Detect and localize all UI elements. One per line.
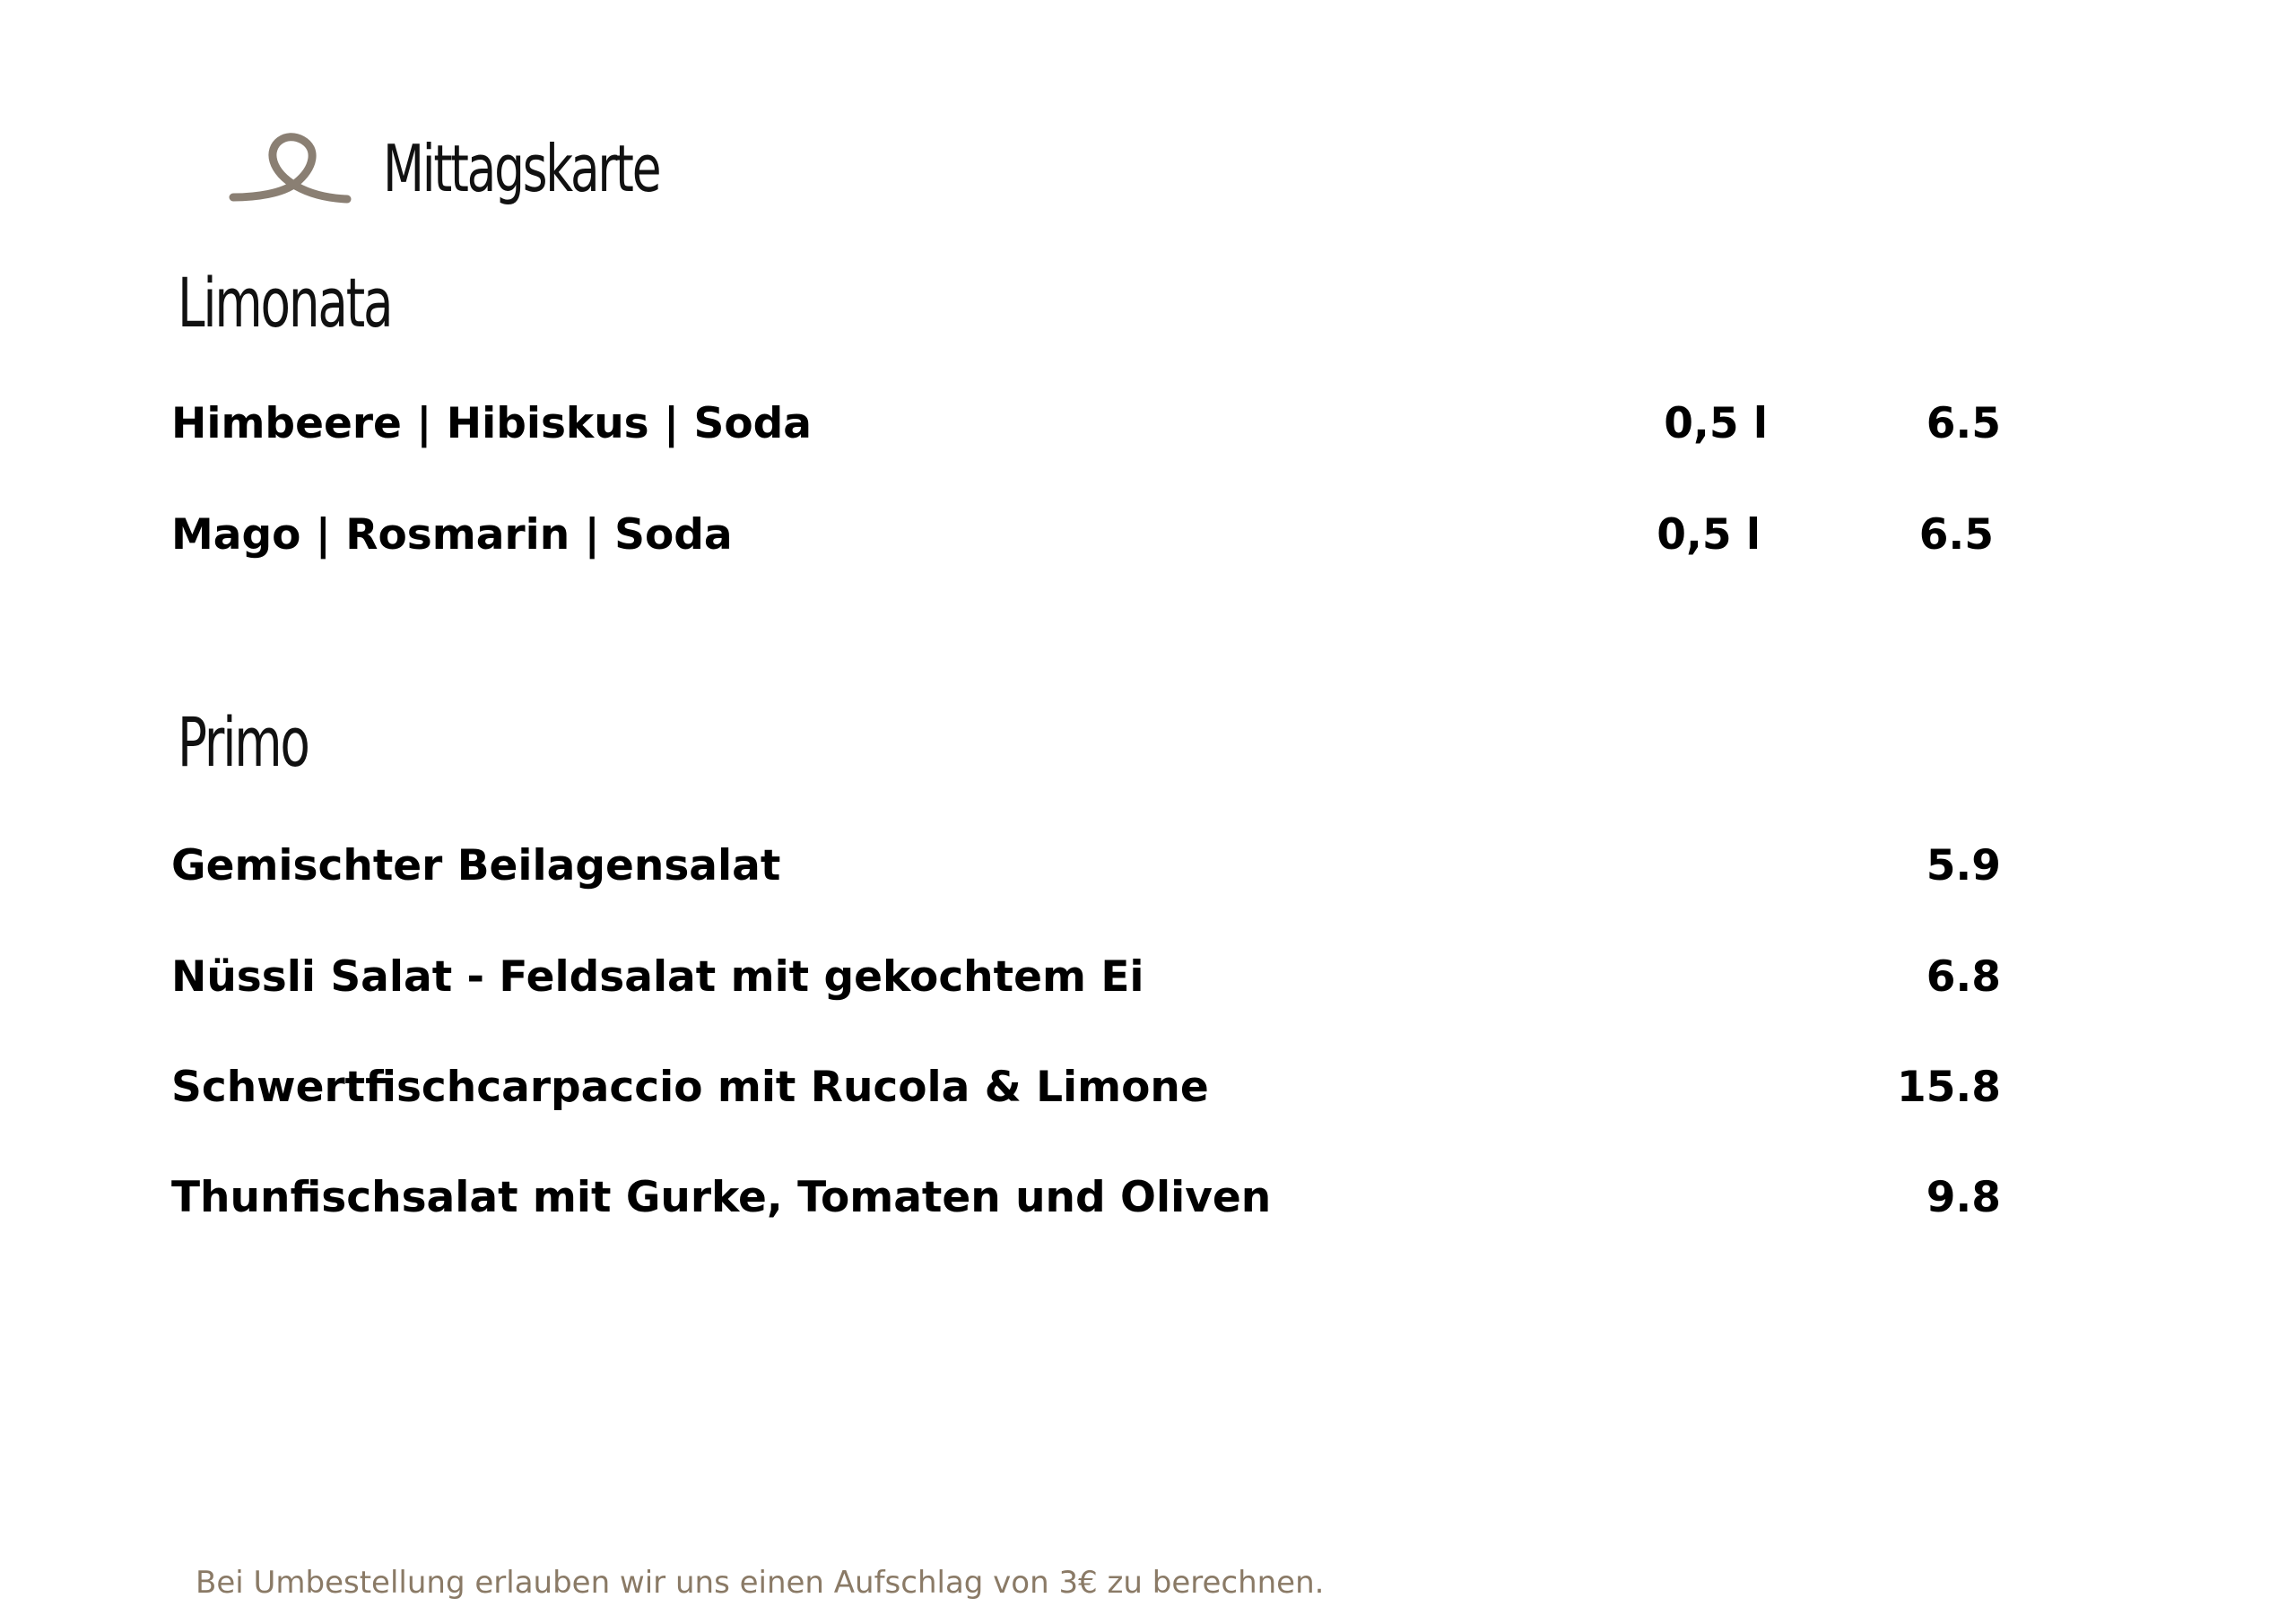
item-name: Nüssli Salat - Feldsalat mit gekochtem Ei	[171, 952, 1144, 1002]
menu-item	[171, 504, 2001, 567]
item-name: Mago | Rosmarin | Soda	[171, 510, 733, 560]
page-title: Mittagskarte	[383, 131, 660, 206]
item-price: 15.8	[1897, 1063, 2001, 1112]
section-title-primo: Primo	[178, 702, 309, 782]
ribbon-loop-logo-icon	[229, 124, 354, 213]
menu-item	[171, 1167, 2001, 1229]
item-size: 0,5 l	[1664, 399, 1768, 448]
menu-item	[171, 835, 2001, 898]
item-price: 5.9	[1926, 841, 2001, 890]
menu-item	[171, 1056, 2001, 1119]
item-price: 6.8	[1926, 952, 2001, 1002]
item-price: 9.8	[1926, 1173, 2001, 1222]
item-name: Schwertfischcarpaccio mit Rucola & Limone	[171, 1063, 1209, 1112]
footer-note: Bei Umbestellung erlauben wir uns einen Aufschlag von 3€ zu berechnen.	[196, 1565, 1325, 1601]
page-header	[229, 115, 757, 222]
item-name: Thunfischsalat mit Gurke, Tomaten und Oliven	[171, 1173, 1272, 1222]
section-title-limonata: Limonata	[178, 263, 392, 343]
menu-item	[171, 393, 2001, 456]
item-name: Gemischter Beilagensalat	[171, 841, 781, 890]
item-size: 0,5 l	[1657, 510, 1761, 560]
item-name: Himbeere | Hibiskus | Soda	[171, 399, 813, 448]
item-price: 6.5	[1926, 399, 2001, 448]
menu-item	[171, 946, 2001, 1009]
item-price: 6.5	[1918, 510, 1994, 560]
